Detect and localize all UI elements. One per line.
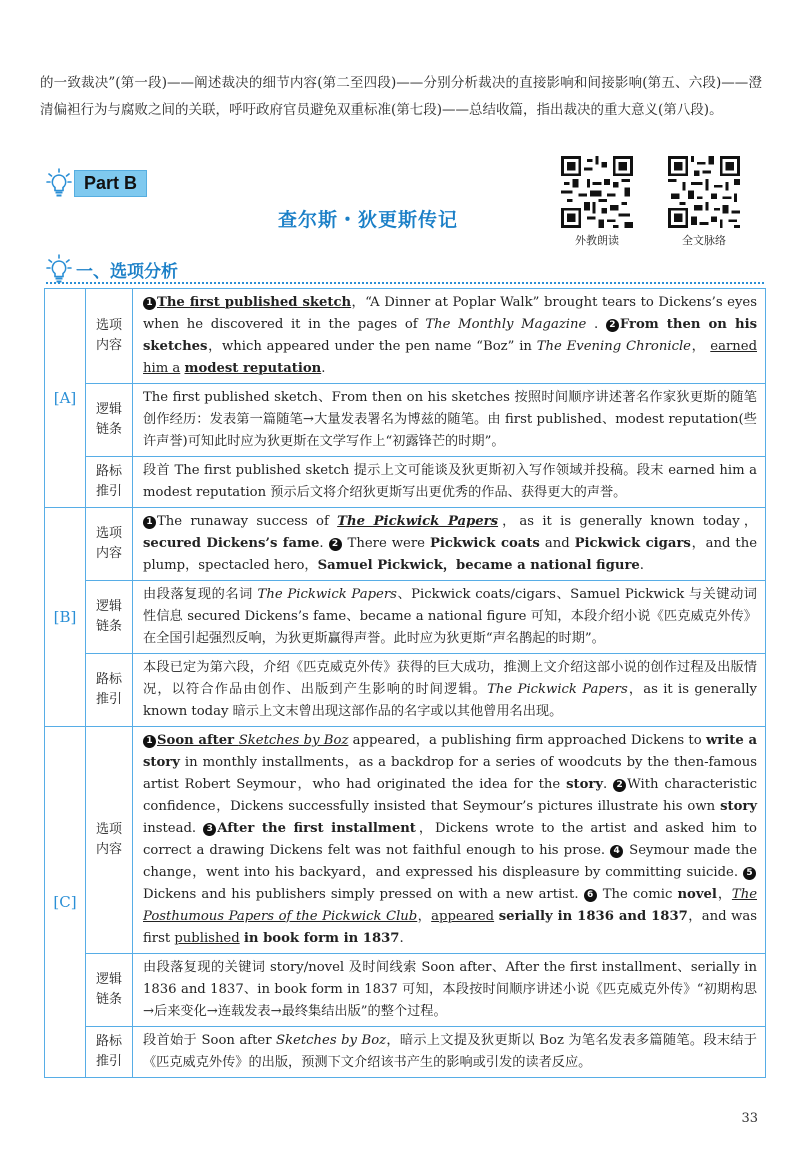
circle-number-icon: 3 bbox=[203, 823, 216, 836]
option-c-content: 1 Soon after Sketches by Boz appeared，a publishing firm approached Dickens to write a story in monthly installments，as a backdrop for a series of woodcuts by the then-famous artist Robert Seymour，who had originated the idea for the story. 2 With characteristic confidence，Dickens successfully insisted that Seymour’s pictures illustrate his own story instead. 3 After the first installment，Dickens wrote to the artist and asked him to correct a drawing Dickens felt was not faithful enough to his prose. 4 Seymour made the change，went into his backyard，and expressed his displeasure by committing suicide. 5Dickens and his publishers simply pressed on with a new artist. 6 The comic novel，The Posthumous Papers of the Pickwick Club，appeared serially in 1836 and 1837，and was first published in book form in 1837. bbox=[133, 727, 766, 954]
section-title: 一、选项分析 bbox=[76, 261, 178, 282]
option-b-signpost: 本段已定为第六段，介绍《匹克威克外传》获得的巨大成功，推测上文介绍这部小说的创作过程及出版情况，以符合作品由创作、出版到产生影响的时间逻辑。The Pickwick Papers，as it is generally known today 暗示上文末曾出现这部作品的名字或以其他曾用名出现。 bbox=[133, 654, 766, 727]
option-label-b: [B] bbox=[45, 508, 86, 727]
circle-number-icon: 1 bbox=[143, 735, 156, 748]
table-row bbox=[45, 289, 766, 384]
qr-code-icon[interactable] bbox=[561, 156, 633, 228]
table-row bbox=[45, 654, 766, 727]
row-label-logic: 逻辑 链条 bbox=[86, 581, 133, 654]
option-b-logic: 由段落复现的名词 The Pickwick Papers、Pickwick coats/cigars、Samuel Pickwick 与关键动词性信息 secured Dickens’s fame、became a national figure 可知，本段介绍小说《匹克威克外传》在全国引起强烈反响，为狄更斯赢得声誉。此时应为狄更斯“声名鹊起的时期”。 bbox=[133, 581, 766, 654]
row-label-signpost: 路标 推引 bbox=[86, 1027, 133, 1078]
circle-number-icon: 6 bbox=[584, 889, 597, 902]
table-row bbox=[45, 954, 766, 1027]
circle-number-icon: 5 bbox=[743, 867, 756, 880]
circle-number-icon: 1 bbox=[143, 516, 156, 529]
option-a-logic: The first published sketch、From then on his sketches 按照时间顺序讲述著名作家狄更斯的随笔创作经历：发表第一篇随笔→大量发表署名为博兹的随笔。由 first published、modest reputation(些许声誉)可知此时应为狄更斯在文学写作上“初露锋芒的时期”。 bbox=[133, 384, 766, 457]
circle-number-icon: 2 bbox=[606, 319, 619, 332]
row-label-content: 选项 内容 bbox=[86, 289, 133, 384]
lightbulb-icon bbox=[46, 254, 72, 284]
article-title: 查尔斯・狄更斯传记 bbox=[277, 209, 458, 231]
option-c-signpost: 段首始于 Soon after Sketches by Boz，暗示上文提及狄更斯以 Boz 为笔名发表多篇随笔。段末结于《匹克威克外传》的出版，预测下文介绍该书产生的影响或引发的读者反应。 bbox=[133, 1027, 766, 1078]
option-b-content: 1 The runaway success of The Pickwick Papers，as it is generally known today，secured Dickens’s fame. 2 There were Pickwick coats and Pickwick cigars，and the plump，spectacled hero，Samuel Pickwick，became a national figure. bbox=[133, 508, 766, 581]
table-row bbox=[45, 508, 766, 581]
option-a-signpost: 段首 The first published sketch 提示上文可能谈及狄更斯初入写作领域并投稿。段末 earned him a modest reputation 预示后文将介绍狄更斯写出更优秀的作品、获得更大的声誉。 bbox=[133, 457, 766, 508]
row-label-logic: 逻辑 链条 bbox=[86, 954, 133, 1027]
analysis-table bbox=[44, 288, 766, 1078]
section-header bbox=[46, 254, 178, 284]
part-b-label: Part B bbox=[74, 170, 147, 197]
row-label-signpost: 路标 推引 bbox=[86, 654, 133, 727]
part-b-header bbox=[46, 168, 147, 198]
table-row bbox=[45, 457, 766, 508]
row-label-content: 选项 内容 bbox=[86, 508, 133, 581]
table-row bbox=[45, 1027, 766, 1078]
table-row bbox=[45, 727, 766, 954]
option-a-content: 1 The first published sketch，“A Dinner at Poplar Walk” brought tears to Dickens’s eyes when he discovered it in the pages of The Monthly Magazine . 2 From then on his sketches，which appeared under the pen name “Boz” in The Evening Chronicle， earned him a modest reputation. bbox=[133, 289, 766, 384]
circle-number-icon: 2 bbox=[329, 538, 342, 551]
qr-outline-label: 全文脉络 bbox=[682, 234, 726, 247]
table-row bbox=[45, 581, 766, 654]
qr-reading[interactable] bbox=[557, 156, 637, 248]
intro-paragraph: 的一致裁决”(第一段)——阐述裁决的细节内容(第二至四段)——分别分析裁决的直接影响和间接影响(第五、六段)——澄清偏袒行为与腐败之间的关联，呼吁政府官员避免双重标准(第七段)——总结收篇，指出裁决的重大意义(第八段)。 bbox=[40, 75, 762, 118]
qr-outline[interactable] bbox=[664, 156, 744, 248]
circle-number-icon: 1 bbox=[143, 297, 156, 310]
option-c-logic: 由段落复现的关键词 story/novel 及时间线索 Soon after、After the first installment、serially in 1836 and 1837、in book form in 1837 可知，本段按时间顺序讲述小说《匹克威克外传》“初期构思→后来变化→连载发表→最终集结出版”的整个过程。 bbox=[133, 954, 766, 1027]
qr-code-icon[interactable] bbox=[668, 156, 740, 228]
table-row bbox=[45, 384, 766, 457]
page-number: 33 bbox=[741, 1111, 758, 1126]
option-label-a: [A] bbox=[45, 289, 86, 508]
option-label-c: [C] bbox=[45, 727, 86, 1078]
row-label-signpost: 路标 推引 bbox=[86, 457, 133, 508]
circle-number-icon: 4 bbox=[610, 845, 623, 858]
row-label-logic: 逻辑 链条 bbox=[86, 384, 133, 457]
circle-number-icon: 2 bbox=[613, 779, 626, 792]
qr-reading-label: 外教朗读 bbox=[575, 234, 619, 247]
row-label-content: 选项 内容 bbox=[86, 727, 133, 954]
section-divider bbox=[46, 282, 764, 284]
lightbulb-icon bbox=[46, 168, 72, 198]
